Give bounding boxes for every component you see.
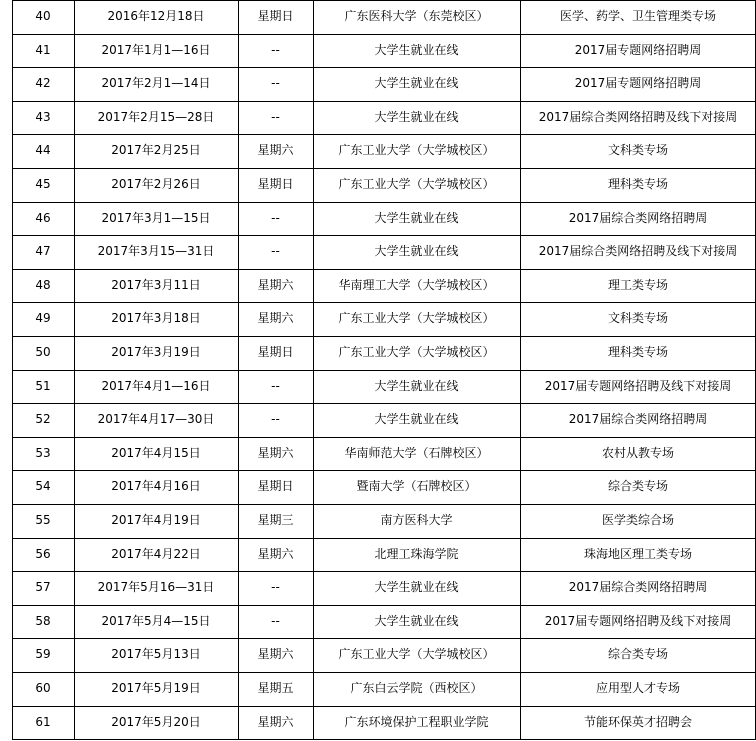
venue-cell: 华南师范大学（石牌校区）	[344, 445, 489, 460]
column-divider	[238, 269, 239, 303]
column-divider	[74, 269, 75, 303]
row-number-cell: 52	[35, 412, 51, 427]
column-divider	[313, 706, 314, 740]
table-row	[0, 370, 756, 404]
column-divider	[74, 302, 75, 336]
column-divider	[12, 538, 13, 572]
date-cell: 2017年5月16—31日	[97, 580, 215, 595]
column-divider	[74, 403, 75, 437]
column-divider	[520, 235, 521, 269]
row-divider	[12, 34, 756, 35]
column-divider	[313, 0, 314, 34]
venue-cell: 华南理工大学（大学城校区）	[338, 277, 495, 292]
theme-cell: 2017届综合类网络招聘周	[568, 210, 708, 225]
column-divider	[74, 101, 75, 135]
column-divider	[238, 336, 239, 370]
theme-cell: 2017届综合类网络招聘周	[568, 580, 708, 595]
row-divider	[12, 336, 756, 337]
column-divider	[313, 202, 314, 236]
row-number-cell: 60	[35, 681, 51, 695]
date-cell: 2017年4月16日	[111, 479, 201, 494]
date-cell: 2017年4月19日	[111, 513, 201, 527]
theme-cell: 珠海地区理工类专场	[583, 546, 692, 561]
theme-cell: 医学类综合场	[601, 513, 674, 527]
column-divider	[520, 370, 521, 404]
venue-cell: 广东环境保护工程职业学院	[344, 714, 489, 729]
column-divider	[12, 403, 13, 437]
row-divider	[12, 605, 756, 606]
column-divider	[74, 706, 75, 740]
column-divider	[238, 370, 239, 404]
weekday-cell: 星期六	[257, 546, 294, 561]
date-cell: 2017年5月4—15日	[101, 613, 211, 628]
column-divider	[238, 403, 239, 437]
weekday-cell: 星期三	[257, 513, 294, 527]
column-divider	[74, 336, 75, 370]
column-divider	[313, 403, 314, 437]
theme-cell: 2017届综合类网络招聘及线下对接周	[538, 244, 738, 259]
row-divider	[12, 302, 756, 303]
column-divider	[313, 134, 314, 168]
weekday-cell: --	[271, 210, 280, 225]
table-row	[0, 0, 756, 34]
venue-cell: 南方医科大学	[380, 513, 453, 527]
venue-cell: 大学生就业在线	[374, 210, 459, 225]
row-divider	[12, 538, 756, 539]
table-row	[0, 437, 756, 471]
weekday-cell: 星期六	[257, 143, 294, 158]
column-divider	[12, 67, 13, 101]
row-number-cell: 54	[35, 479, 51, 494]
theme-cell: 文科类专场	[607, 143, 668, 158]
date-cell: 2017年2月1—14日	[101, 76, 211, 91]
date-cell: 2017年2月15—28日	[97, 109, 215, 124]
row-divider	[12, 571, 756, 572]
venue-cell: 广东医科大学（东莞校区）	[344, 9, 489, 23]
column-divider	[12, 605, 13, 639]
column-divider	[74, 538, 75, 572]
weekday-cell: --	[271, 613, 280, 628]
column-divider	[520, 0, 521, 34]
venue-cell: 广东工业大学（大学城校区）	[338, 143, 495, 158]
theme-cell: 文科类专场	[607, 311, 668, 326]
date-cell: 2017年2月25日	[111, 143, 201, 158]
theme-cell: 节能环保英才招聘会	[583, 714, 692, 729]
row-divider	[12, 101, 756, 102]
column-divider	[520, 470, 521, 504]
theme-cell: 2017届专题网络招聘周	[574, 42, 702, 57]
row-divider	[12, 235, 756, 236]
column-divider	[313, 34, 314, 68]
column-divider	[74, 470, 75, 504]
venue-cell: 广东白云学院（西校区）	[350, 681, 483, 695]
row-number-cell: 61	[35, 714, 51, 729]
column-divider	[520, 202, 521, 236]
row-divider	[12, 134, 756, 135]
theme-cell: 农村从教专场	[601, 445, 674, 460]
venue-cell: 大学生就业在线	[374, 244, 459, 259]
column-divider	[74, 67, 75, 101]
row-divider	[12, 437, 756, 438]
table-row	[0, 336, 756, 370]
table-row	[0, 101, 756, 135]
column-divider	[238, 34, 239, 68]
date-cell: 2016年12月18日	[107, 9, 205, 23]
column-divider	[12, 470, 13, 504]
venue-cell: 大学生就业在线	[374, 76, 459, 91]
row-divider	[12, 67, 756, 68]
table-row	[0, 672, 756, 706]
table-row	[0, 134, 756, 168]
theme-cell: 2017届综合类网络招聘周	[568, 412, 708, 427]
date-cell: 2017年3月19日	[111, 345, 201, 359]
column-divider	[520, 269, 521, 303]
row-number-cell: 43	[35, 109, 51, 124]
weekday-cell: 星期六	[257, 277, 294, 292]
row-number-cell: 46	[35, 210, 51, 225]
column-divider	[74, 370, 75, 404]
row-divider	[12, 370, 756, 371]
column-divider	[74, 605, 75, 639]
row-number-cell: 45	[35, 177, 51, 191]
column-divider	[520, 638, 521, 672]
venue-cell: 大学生就业在线	[374, 378, 459, 393]
column-divider	[520, 336, 521, 370]
row-divider	[12, 672, 756, 673]
theme-cell: 2017届专题网络招聘及线下对接周	[544, 613, 732, 628]
column-divider	[12, 235, 13, 269]
column-divider	[238, 134, 239, 168]
row-divider	[12, 0, 756, 1]
theme-cell: 综合类专场	[607, 479, 668, 494]
row-number-cell: 51	[35, 378, 51, 393]
column-divider	[520, 504, 521, 538]
weekday-cell: 星期日	[257, 345, 294, 359]
column-divider	[313, 470, 314, 504]
column-divider	[74, 235, 75, 269]
weekday-cell: 星期日	[257, 479, 294, 494]
column-divider	[238, 101, 239, 135]
theme-cell: 应用型人才专场	[595, 681, 680, 695]
date-cell: 2017年3月18日	[111, 311, 201, 326]
venue-cell: 广东工业大学（大学城校区）	[338, 311, 495, 326]
column-divider	[520, 605, 521, 639]
venue-cell: 广东工业大学（大学城校区）	[338, 177, 495, 191]
row-number-cell: 59	[35, 647, 51, 662]
date-cell: 2017年4月1—16日	[101, 378, 211, 393]
date-cell: 2017年4月17—30日	[97, 412, 215, 427]
column-divider	[12, 202, 13, 236]
venue-cell: 大学生就业在线	[374, 412, 459, 427]
row-number-cell: 40	[35, 9, 51, 23]
theme-cell: 理工类专场	[607, 277, 668, 292]
row-divider	[12, 739, 756, 740]
column-divider	[313, 437, 314, 471]
column-divider	[520, 672, 521, 706]
venue-cell: 大学生就业在线	[374, 109, 459, 124]
table-row	[0, 605, 756, 639]
row-divider	[12, 269, 756, 270]
weekday-cell: 星期六	[257, 311, 294, 326]
column-divider	[238, 235, 239, 269]
column-divider	[238, 67, 239, 101]
theme-cell: 2017届专题网络招聘周	[574, 76, 702, 91]
venue-cell: 大学生就业在线	[374, 613, 459, 628]
column-divider	[12, 504, 13, 538]
weekday-cell: --	[271, 378, 280, 393]
row-divider	[12, 202, 756, 203]
table-row	[0, 638, 756, 672]
column-divider	[520, 403, 521, 437]
table-row	[0, 269, 756, 303]
column-divider	[520, 437, 521, 471]
theme-cell: 理科类专场	[607, 177, 668, 191]
column-divider	[520, 67, 521, 101]
weekday-cell: 星期五	[257, 681, 294, 695]
date-cell: 2017年1月1—16日	[101, 42, 211, 57]
column-divider	[238, 706, 239, 740]
row-number-cell: 57	[35, 580, 51, 595]
row-number-cell: 50	[35, 345, 51, 359]
weekday-cell: 星期日	[257, 177, 294, 191]
column-divider	[74, 638, 75, 672]
column-divider	[12, 168, 13, 202]
column-divider	[12, 370, 13, 404]
weekday-cell: --	[271, 109, 280, 124]
table-row	[0, 403, 756, 437]
table-row	[0, 470, 756, 504]
column-divider	[74, 672, 75, 706]
column-divider	[12, 437, 13, 471]
column-divider	[12, 672, 13, 706]
column-divider	[313, 571, 314, 605]
column-divider	[520, 168, 521, 202]
column-divider	[238, 0, 239, 34]
weekday-cell: --	[271, 244, 280, 259]
column-divider	[520, 34, 521, 68]
column-divider	[238, 168, 239, 202]
theme-cell: 2017届综合类网络招聘及线下对接周	[538, 109, 738, 124]
date-cell: 2017年5月20日	[111, 714, 201, 729]
row-number-cell: 56	[35, 546, 51, 561]
table-row	[0, 538, 756, 572]
row-number-cell: 55	[35, 513, 51, 527]
column-divider	[238, 571, 239, 605]
venue-cell: 暨南大学（石牌校区）	[356, 479, 477, 494]
theme-cell: 综合类专场	[607, 647, 668, 662]
date-cell: 2017年3月15—31日	[97, 244, 215, 259]
column-divider	[238, 437, 239, 471]
row-divider	[12, 403, 756, 404]
venue-cell: 大学生就业在线	[374, 580, 459, 595]
table-row	[0, 504, 756, 538]
column-divider	[74, 202, 75, 236]
column-divider	[12, 706, 13, 740]
row-number-cell: 44	[35, 143, 51, 158]
column-divider	[12, 0, 13, 34]
column-divider	[520, 706, 521, 740]
row-divider	[12, 638, 756, 639]
column-divider	[520, 571, 521, 605]
column-divider	[238, 470, 239, 504]
table-row	[0, 34, 756, 68]
table-row	[0, 235, 756, 269]
weekday-cell: 星期六	[257, 714, 294, 729]
date-cell: 2017年5月13日	[111, 647, 201, 662]
column-divider	[313, 269, 314, 303]
column-divider	[313, 235, 314, 269]
date-cell: 2017年4月22日	[111, 546, 201, 561]
column-divider	[238, 538, 239, 572]
weekday-cell: 星期六	[257, 647, 294, 662]
date-cell: 2017年2月26日	[111, 177, 201, 191]
date-cell: 2017年3月1—15日	[101, 210, 211, 225]
date-cell: 2017年4月15日	[111, 445, 201, 460]
column-divider	[12, 101, 13, 135]
column-divider	[313, 504, 314, 538]
weekday-cell: 星期六	[257, 445, 294, 460]
column-divider	[74, 134, 75, 168]
column-divider	[238, 504, 239, 538]
weekday-cell: --	[271, 412, 280, 427]
column-divider	[12, 269, 13, 303]
row-number-cell: 58	[35, 613, 51, 628]
column-divider	[74, 437, 75, 471]
venue-cell: 北理工珠海学院	[374, 546, 459, 561]
column-divider	[238, 672, 239, 706]
column-divider	[313, 370, 314, 404]
column-divider	[313, 336, 314, 370]
column-divider	[12, 34, 13, 68]
table-row	[0, 168, 756, 202]
date-cell: 2017年5月19日	[111, 681, 201, 695]
row-number-cell: 47	[35, 244, 51, 259]
date-cell: 2017年3月11日	[111, 277, 201, 292]
column-divider	[12, 638, 13, 672]
column-divider	[12, 302, 13, 336]
venue-cell: 大学生就业在线	[374, 42, 459, 57]
column-divider	[520, 101, 521, 135]
row-divider	[12, 470, 756, 471]
column-divider	[313, 605, 314, 639]
theme-cell: 2017届专题网络招聘及线下对接周	[544, 378, 732, 393]
column-divider	[74, 34, 75, 68]
row-number-cell: 41	[35, 42, 51, 57]
column-divider	[238, 302, 239, 336]
row-number-cell: 53	[35, 445, 51, 460]
column-divider	[74, 504, 75, 538]
column-divider	[313, 67, 314, 101]
column-divider	[12, 571, 13, 605]
column-divider	[74, 571, 75, 605]
column-divider	[313, 672, 314, 706]
row-divider	[12, 706, 756, 707]
column-divider	[74, 0, 75, 34]
row-divider	[12, 168, 756, 169]
weekday-cell: --	[271, 42, 280, 57]
column-divider	[238, 605, 239, 639]
column-divider	[12, 336, 13, 370]
row-number-cell: 49	[35, 311, 51, 326]
column-divider	[74, 168, 75, 202]
weekday-cell: --	[271, 580, 280, 595]
column-divider	[313, 168, 314, 202]
row-divider	[12, 504, 756, 505]
table-row	[0, 67, 756, 101]
table-row	[0, 571, 756, 605]
column-divider	[313, 302, 314, 336]
weekday-cell: 星期日	[257, 9, 294, 23]
column-divider	[313, 638, 314, 672]
column-divider	[520, 538, 521, 572]
column-divider	[12, 134, 13, 168]
venue-cell: 广东工业大学（大学城校区）	[338, 647, 495, 662]
column-divider	[238, 638, 239, 672]
table-row	[0, 202, 756, 236]
column-divider	[520, 302, 521, 336]
row-number-cell: 42	[35, 76, 51, 91]
table-row	[0, 302, 756, 336]
column-divider	[313, 101, 314, 135]
column-divider	[520, 134, 521, 168]
theme-cell: 理科类专场	[607, 345, 668, 359]
weekday-cell: --	[271, 76, 280, 91]
table-row	[0, 706, 756, 740]
theme-cell: 医学、药学、卫生管理类专场	[559, 9, 716, 23]
column-divider	[238, 202, 239, 236]
row-number-cell: 48	[35, 277, 51, 292]
venue-cell: 广东工业大学（大学城校区）	[338, 345, 495, 359]
column-divider	[313, 538, 314, 572]
